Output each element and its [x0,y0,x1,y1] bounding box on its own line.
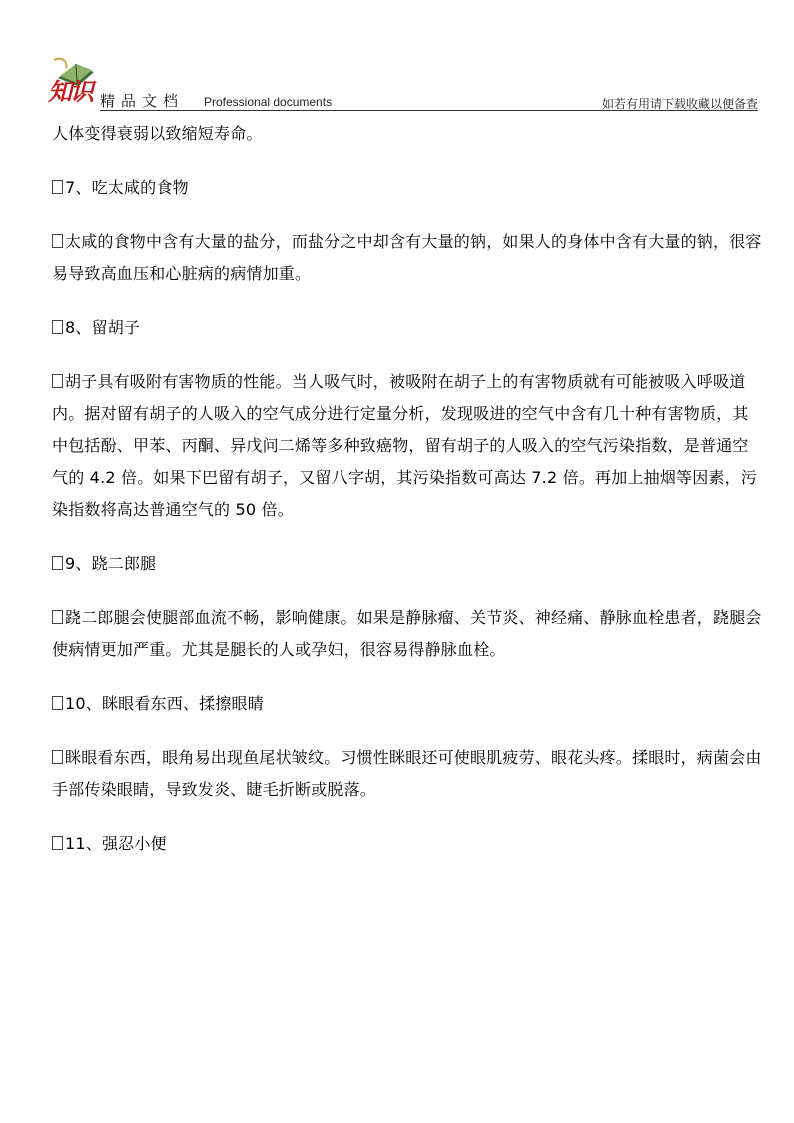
header-divider [100,110,758,111]
paragraph: 太咸的食物中含有大量的盐分，而盐分之中却含有大量的钠，如果人的身体中含有大量的钠，很容易导致高血压和心脏病的病情加重。 [52,226,762,290]
paragraph: 胡子具有吸附有害物质的性能。当人吸气时，被吸附在胡子上的有害物质就有可能被吸入呼吸道内。据对留有胡子的人吸入的空气成分进行定量分析，发现吸进的空气中含有几十种有害物质，其中包括酚、甲苯、丙酮、异戊问二烯等多种致癌物，留有胡子的人吸入的空气污染指数，是普通空气的 4.2 倍。如果下巴留有胡子，又留八字胡，其污染指数可高达 7.2 倍。再加上抽烟等因素，污染指数将高达普通空气的 50 倍。 [52,366,762,526]
section-heading: 8、留胡子 [52,312,762,344]
header-note: 如若有用请下载收藏以便备查 [601,97,758,111]
section-heading: 10、眯眼看东西、揉擦眼睛 [52,688,762,720]
section-heading: 11、强忍小便 [52,828,762,860]
paragraph: 跷二郎腿会使腿部血流不畅，影响健康。如果是静脉瘤、关节炎、神经痛、静脉血栓患者，跷腿会使病情更加严重。尤其是腿长的人或孕妇，很容易得静脉血栓。 [52,602,762,666]
header-title: 精品文档 [100,92,185,110]
paragraph: 眯眼看东西，眼角易出现鱼尾状皱纹。习惯性眯眼还可使眼肌疲劳、眼花头疼。揉眼时，病菌会由手部传染眼睛，导致发炎、睫毛折断或脱落。 [52,742,762,806]
logo-text: 知识 [48,77,92,106]
document-body [52,118,762,860]
section-heading: 9、跷二郎腿 [52,548,762,580]
header-subtitle: Professional documents [204,95,333,109]
section-heading: 7、吃太咸的食物 [52,172,762,204]
paragraph: 人体变得衰弱以致缩短寿命。 [52,124,263,143]
logo [48,52,104,106]
page-header [48,52,758,112]
